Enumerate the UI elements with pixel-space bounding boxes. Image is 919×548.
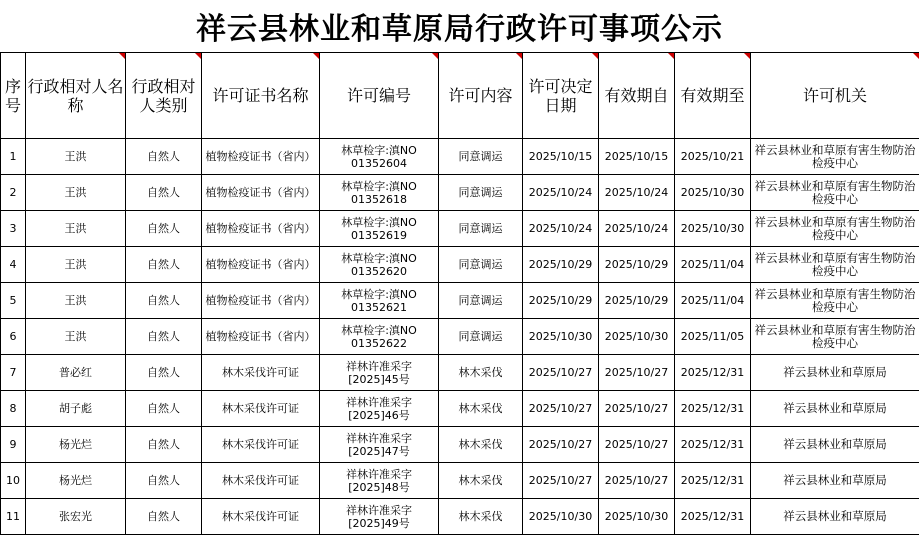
cell-decision-date[interactable]: 2025/10/15 (523, 139, 599, 175)
comment-indicator-icon (313, 53, 319, 59)
header-label: 序号 (4, 76, 21, 115)
cell-party-type[interactable]: 自然人 (126, 139, 202, 175)
cell-permit-agency[interactable]: 祥云县林业和草原有害生物防治检疫中心 (751, 211, 919, 247)
cell-valid-from[interactable]: 2025/10/30 (599, 499, 675, 535)
header-label: 有效期至 (680, 86, 745, 105)
header-party-name[interactable] (26, 53, 126, 139)
cell-party-name[interactable]: 王洪 (26, 283, 126, 319)
cell-valid-from[interactable]: 2025/10/27 (599, 463, 675, 499)
header-valid-from[interactable] (599, 53, 675, 139)
table-row (1, 463, 919, 499)
cell-party-type[interactable]: 自然人 (126, 355, 202, 391)
cell-permit-agency[interactable]: 祥云县林业和草原局 (751, 427, 919, 463)
page-title: 祥云县林业和草原局行政许可事项公示 (196, 12, 723, 47)
cell-party-name[interactable]: 王洪 (26, 175, 126, 211)
cell-cert-name[interactable]: 植物检疫证书（省内） (202, 139, 320, 175)
comment-indicator-icon (119, 53, 125, 59)
cell-serial[interactable]: 3 (1, 211, 26, 247)
cell-valid-to[interactable]: 2025/10/30 (675, 211, 751, 247)
cell-party-name[interactable]: 张宏光 (26, 499, 126, 535)
cell-permit-content[interactable]: 同意调运 (439, 247, 523, 283)
cell-valid-to[interactable]: 2025/10/21 (675, 139, 751, 175)
cell-permit-agency[interactable]: 祥云县林业和草原局 (751, 355, 919, 391)
table-row (1, 391, 919, 427)
cell-decision-date[interactable]: 2025/10/29 (523, 247, 599, 283)
cell-serial[interactable]: 6 (1, 319, 26, 355)
header-party-type[interactable] (126, 53, 202, 139)
cell-cert-name[interactable]: 林木采伐许可证 (202, 463, 320, 499)
cell-permit-number[interactable]: 林草检字:滇NO 01352604 (320, 139, 439, 175)
cell-party-type[interactable]: 自然人 (126, 391, 202, 427)
cell-permit-agency[interactable]: 祥云县林业和草原有害生物防治检疫中心 (751, 247, 919, 283)
header-label: 行政相对人类别 (131, 76, 196, 115)
cell-permit-number[interactable]: 林草检字:滇NO 01352618 (320, 175, 439, 211)
cell-permit-agency[interactable]: 祥云县林业和草原有害生物防治检疫中心 (751, 319, 919, 355)
table-row (1, 211, 919, 247)
table-row (1, 283, 919, 319)
header-label: 有效期自 (604, 86, 669, 105)
cell-party-type[interactable]: 自然人 (126, 463, 202, 499)
header-serial[interactable] (1, 53, 26, 139)
cell-decision-date[interactable]: 2025/10/27 (523, 463, 599, 499)
comment-indicator-icon (516, 53, 522, 59)
cell-valid-to[interactable]: 2025/12/31 (675, 427, 751, 463)
cell-valid-from[interactable]: 2025/10/30 (599, 319, 675, 355)
cell-party-type[interactable]: 自然人 (126, 175, 202, 211)
header-permit-number[interactable] (320, 53, 439, 139)
cell-serial[interactable]: 9 (1, 427, 26, 463)
table-row (1, 247, 919, 283)
cell-permit-agency[interactable]: 祥云县林业和草原有害生物防治检疫中心 (751, 283, 919, 319)
cell-valid-to[interactable]: 2025/10/30 (675, 175, 751, 211)
cell-decision-date[interactable]: 2025/10/24 (523, 175, 599, 211)
comment-indicator-icon (432, 53, 438, 59)
cell-decision-date[interactable]: 2025/10/27 (523, 391, 599, 427)
table-row (1, 355, 919, 391)
cell-valid-to[interactable]: 2025/12/31 (675, 391, 751, 427)
header-decision-date[interactable] (523, 53, 599, 139)
cell-permit-number[interactable]: 林草检字:滇NO 01352622 (320, 319, 439, 355)
header-label: 许可机关 (802, 86, 867, 105)
cell-permit-content[interactable]: 林木采伐 (439, 463, 523, 499)
cell-permit-number[interactable]: 祥林许准采字[2025]46号 (320, 391, 439, 427)
table-row (1, 427, 919, 463)
header-permit-content[interactable] (439, 53, 523, 139)
table-body (1, 139, 919, 535)
cell-permit-agency[interactable]: 祥云县林业和草原有害生物防治检疫中心 (751, 175, 919, 211)
cell-valid-to[interactable]: 2025/12/31 (675, 355, 751, 391)
header-label: 许可证书名称 (212, 86, 309, 105)
cell-decision-date[interactable]: 2025/10/24 (523, 211, 599, 247)
cell-party-type[interactable]: 自然人 (126, 427, 202, 463)
cell-party-name[interactable]: 胡子彪 (26, 391, 126, 427)
comment-indicator-icon (592, 53, 598, 59)
cell-permit-number[interactable]: 祥林许准采字[2025]49号 (320, 499, 439, 535)
header-label: 行政相对人名称 (27, 76, 124, 115)
cell-party-type[interactable]: 自然人 (126, 283, 202, 319)
cell-valid-from[interactable]: 2025/10/27 (599, 355, 675, 391)
cell-permit-content[interactable]: 同意调运 (439, 211, 523, 247)
table-row (1, 499, 919, 535)
cell-valid-to[interactable]: 2025/12/31 (675, 463, 751, 499)
cell-permit-content[interactable]: 林木采伐 (439, 391, 523, 427)
cell-party-name[interactable]: 杨光烂 (26, 427, 126, 463)
comment-indicator-icon (744, 53, 750, 59)
cell-valid-to[interactable]: 2025/11/04 (675, 247, 751, 283)
cell-cert-name[interactable]: 植物检疫证书（省内） (202, 319, 320, 355)
cell-party-type[interactable]: 自然人 (126, 247, 202, 283)
cell-permit-content[interactable]: 林木采伐 (439, 355, 523, 391)
cell-serial[interactable]: 4 (1, 247, 26, 283)
cell-serial[interactable]: 10 (1, 463, 26, 499)
cell-valid-from[interactable]: 2025/10/29 (599, 283, 675, 319)
cell-decision-date[interactable]: 2025/10/30 (523, 499, 599, 535)
header-permit-agency[interactable] (751, 53, 919, 139)
cell-cert-name[interactable]: 林木采伐许可证 (202, 355, 320, 391)
cell-party-name[interactable]: 普必红 (26, 355, 126, 391)
header-label: 许可编号 (346, 86, 411, 105)
cell-permit-content[interactable]: 林木采伐 (439, 499, 523, 535)
cell-decision-date[interactable]: 2025/10/29 (523, 283, 599, 319)
cell-valid-to[interactable]: 2025/11/05 (675, 319, 751, 355)
table-row (1, 139, 919, 175)
cell-permit-agency[interactable]: 祥云县林业和草原局 (751, 391, 919, 427)
cell-party-type[interactable]: 自然人 (126, 211, 202, 247)
cell-serial[interactable]: 2 (1, 175, 26, 211)
cell-cert-name[interactable]: 林木采伐许可证 (202, 391, 320, 427)
cell-party-name[interactable]: 王洪 (26, 247, 126, 283)
cell-cert-name[interactable]: 林木采伐许可证 (202, 427, 320, 463)
cell-permit-number[interactable]: 祥林许准采字[2025]48号 (320, 463, 439, 499)
cell-decision-date[interactable]: 2025/10/27 (523, 427, 599, 463)
cell-cert-name[interactable]: 植物检疫证书（省内） (202, 283, 320, 319)
cell-permit-content[interactable]: 同意调运 (439, 283, 523, 319)
permit-table (0, 52, 919, 535)
cell-decision-date[interactable]: 2025/10/27 (523, 355, 599, 391)
cell-serial[interactable]: 7 (1, 355, 26, 391)
cell-cert-name[interactable]: 植物检疫证书（省内） (202, 247, 320, 283)
cell-serial[interactable]: 8 (1, 391, 26, 427)
comment-indicator-icon (913, 53, 919, 59)
cell-permit-content[interactable]: 同意调运 (439, 139, 523, 175)
cell-permit-number[interactable]: 林草检字:滇NO 01352620 (320, 247, 439, 283)
cell-party-name[interactable]: 王洪 (26, 211, 126, 247)
cell-permit-number[interactable]: 祥林许准采字[2025]47号 (320, 427, 439, 463)
cell-valid-from[interactable]: 2025/10/27 (599, 391, 675, 427)
cell-party-name[interactable]: 杨光烂 (26, 463, 126, 499)
cell-cert-name[interactable]: 林木采伐许可证 (202, 499, 320, 535)
header-cert-name[interactable] (202, 53, 320, 139)
cell-valid-from[interactable]: 2025/10/24 (599, 175, 675, 211)
cell-permit-number[interactable]: 林草检字:滇NO 01352619 (320, 211, 439, 247)
cell-valid-from[interactable]: 2025/10/27 (599, 427, 675, 463)
cell-party-type[interactable]: 自然人 (126, 319, 202, 355)
cell-party-type[interactable]: 自然人 (126, 499, 202, 535)
table-row (1, 175, 919, 211)
header-valid-to[interactable] (675, 53, 751, 139)
comment-indicator-icon (195, 53, 201, 59)
header-label: 许可内容 (448, 86, 513, 105)
cell-permit-content[interactable]: 林木采伐 (439, 427, 523, 463)
cell-permit-agency[interactable]: 祥云县林业和草原局 (751, 463, 919, 499)
cell-permit-content[interactable]: 同意调运 (439, 319, 523, 355)
cell-valid-to[interactable]: 2025/12/31 (675, 499, 751, 535)
cell-permit-number[interactable]: 祥林许准采字[2025]45号 (320, 355, 439, 391)
header-row (1, 53, 919, 139)
cell-cert-name[interactable]: 植物检疫证书（省内） (202, 175, 320, 211)
comment-indicator-icon (668, 53, 674, 59)
cell-valid-to[interactable]: 2025/11/04 (675, 283, 751, 319)
cell-serial[interactable]: 5 (1, 283, 26, 319)
cell-permit-number[interactable]: 林草检字:滇NO 01352621 (320, 283, 439, 319)
cell-valid-from[interactable]: 2025/10/24 (599, 211, 675, 247)
cell-permit-content[interactable]: 同意调运 (439, 175, 523, 211)
cell-cert-name[interactable]: 植物检疫证书（省内） (202, 211, 320, 247)
cell-decision-date[interactable]: 2025/10/30 (523, 319, 599, 355)
cell-valid-from[interactable]: 2025/10/29 (599, 247, 675, 283)
cell-permit-agency[interactable]: 祥云县林业和草原有害生物防治检疫中心 (751, 139, 919, 175)
cell-valid-from[interactable]: 2025/10/15 (599, 139, 675, 175)
cell-permit-agency[interactable]: 祥云县林业和草原局 (751, 499, 919, 535)
cell-party-name[interactable]: 王洪 (26, 319, 126, 355)
header-label: 许可决定日期 (528, 76, 593, 115)
cell-party-name[interactable]: 王洪 (26, 139, 126, 175)
cell-serial[interactable]: 11 (1, 499, 26, 535)
cell-serial[interactable]: 1 (1, 139, 26, 175)
table-row (1, 319, 919, 355)
